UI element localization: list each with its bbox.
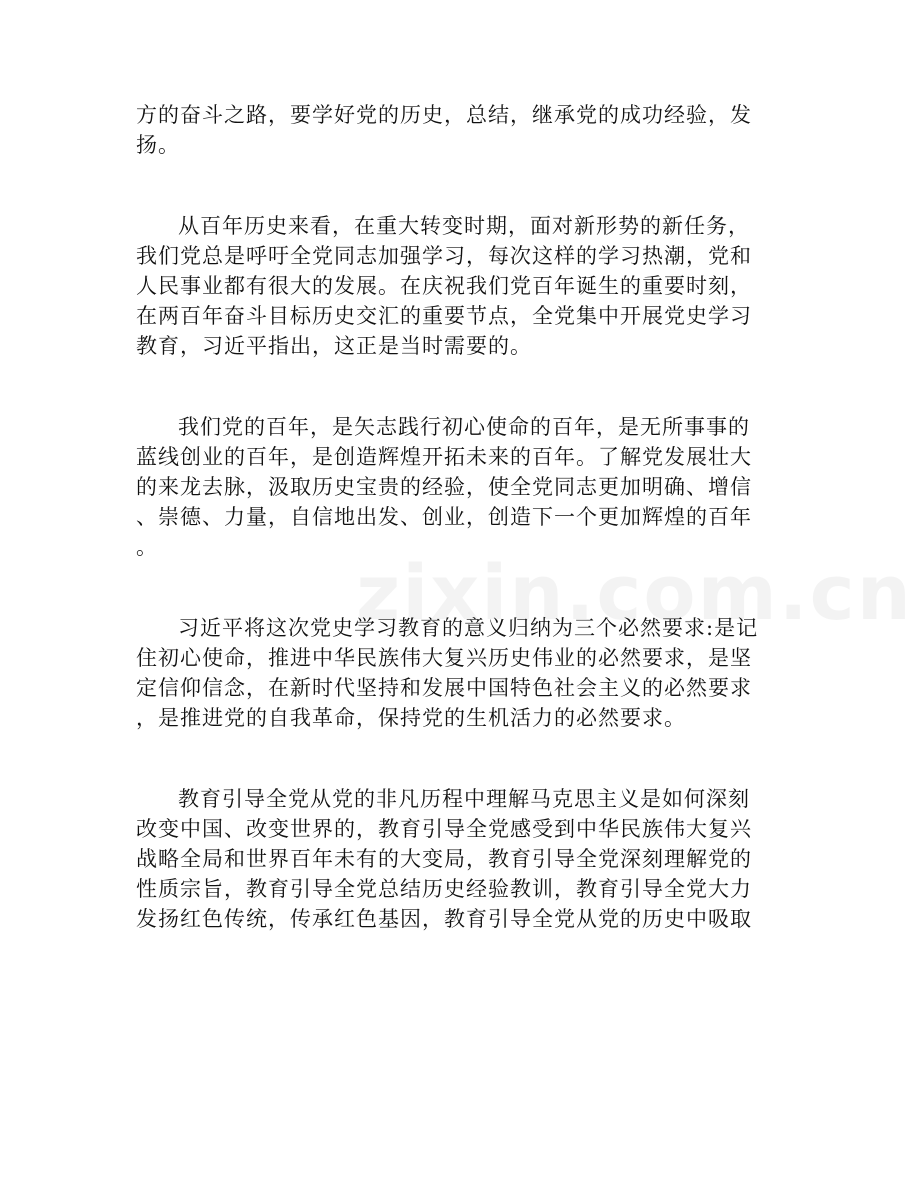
text-line: 定信仰信念，在新时代坚持和发展中国特色社会主义的必然要求 [136, 676, 752, 700]
text-line: 从百年历史来看，在重大转变时期，面对新形势的新任务， [178, 214, 750, 238]
paragraph-1 [136, 100, 786, 160]
paragraph-2 [136, 211, 786, 361]
text-line: 人民事业都有很大的发展。在庆祝我们党百年诞生的重要时刻， [136, 274, 752, 298]
text-line: 习近平将这次党史学习教育的意义归纳为三个必然要求:是记 [178, 616, 759, 640]
text-line: 教育，习近平指出，这正是当时需要的。 [136, 334, 532, 358]
text-line: 扬。 [136, 133, 180, 157]
body-text [136, 100, 786, 934]
text-line: 改变中国、改变世界的，教育引导全党感受到中华民族伟大复兴 [136, 817, 752, 841]
text-line: 住初心使命，推进中华民族伟大复兴历史伟业的必然要求，是坚 [136, 646, 752, 670]
paragraph-4 [136, 613, 786, 733]
text-line: 我们党的百年，是矢志践行初心使命的百年，是无所事事的 [178, 415, 750, 439]
text-line: 蓝线创业的百年，是创造辉煌开拓未来的百年。了解党发展壮大 [136, 445, 752, 469]
text-line: 。 [136, 535, 158, 559]
text-line: 方的奋斗之路，要学好党的历史，总结，继承党的成功经验，发 [136, 103, 752, 127]
text-line: 的来龙去脉，汲取历史宝贵的经验，使全党同志更加明确、增信 [136, 475, 752, 499]
text-line: ，是推进党的自我革命，保持党的生机活力的必然要求。 [136, 706, 686, 730]
text-line: 我们党总是呼吁全党同志加强学习，每次这样的学习热潮，党和 [136, 244, 752, 268]
text-line: 在两百年奋斗目标历史交汇的重要节点，全党集中开展党史学习 [136, 304, 752, 328]
text-line: 发扬红色传统，传承红色基因，教育引导全党从党的历史中吸取 [136, 907, 752, 931]
text-line: 战略全局和世界百年未有的大变局，教育引导全党深刻理解党的 [136, 847, 752, 871]
text-line: 性质宗旨，教育引导全党总结历史经验教训，教育引导全党大力 [136, 877, 752, 901]
text-line: 、崇德、力量，自信地出发、创业，创造下一个更加辉煌的百年 [136, 505, 752, 529]
paragraph-5 [136, 784, 786, 934]
paragraph-3 [136, 412, 786, 562]
text-line: 教育引导全党从党的非凡历程中理解马克思主义是如何深刻 [178, 787, 750, 811]
